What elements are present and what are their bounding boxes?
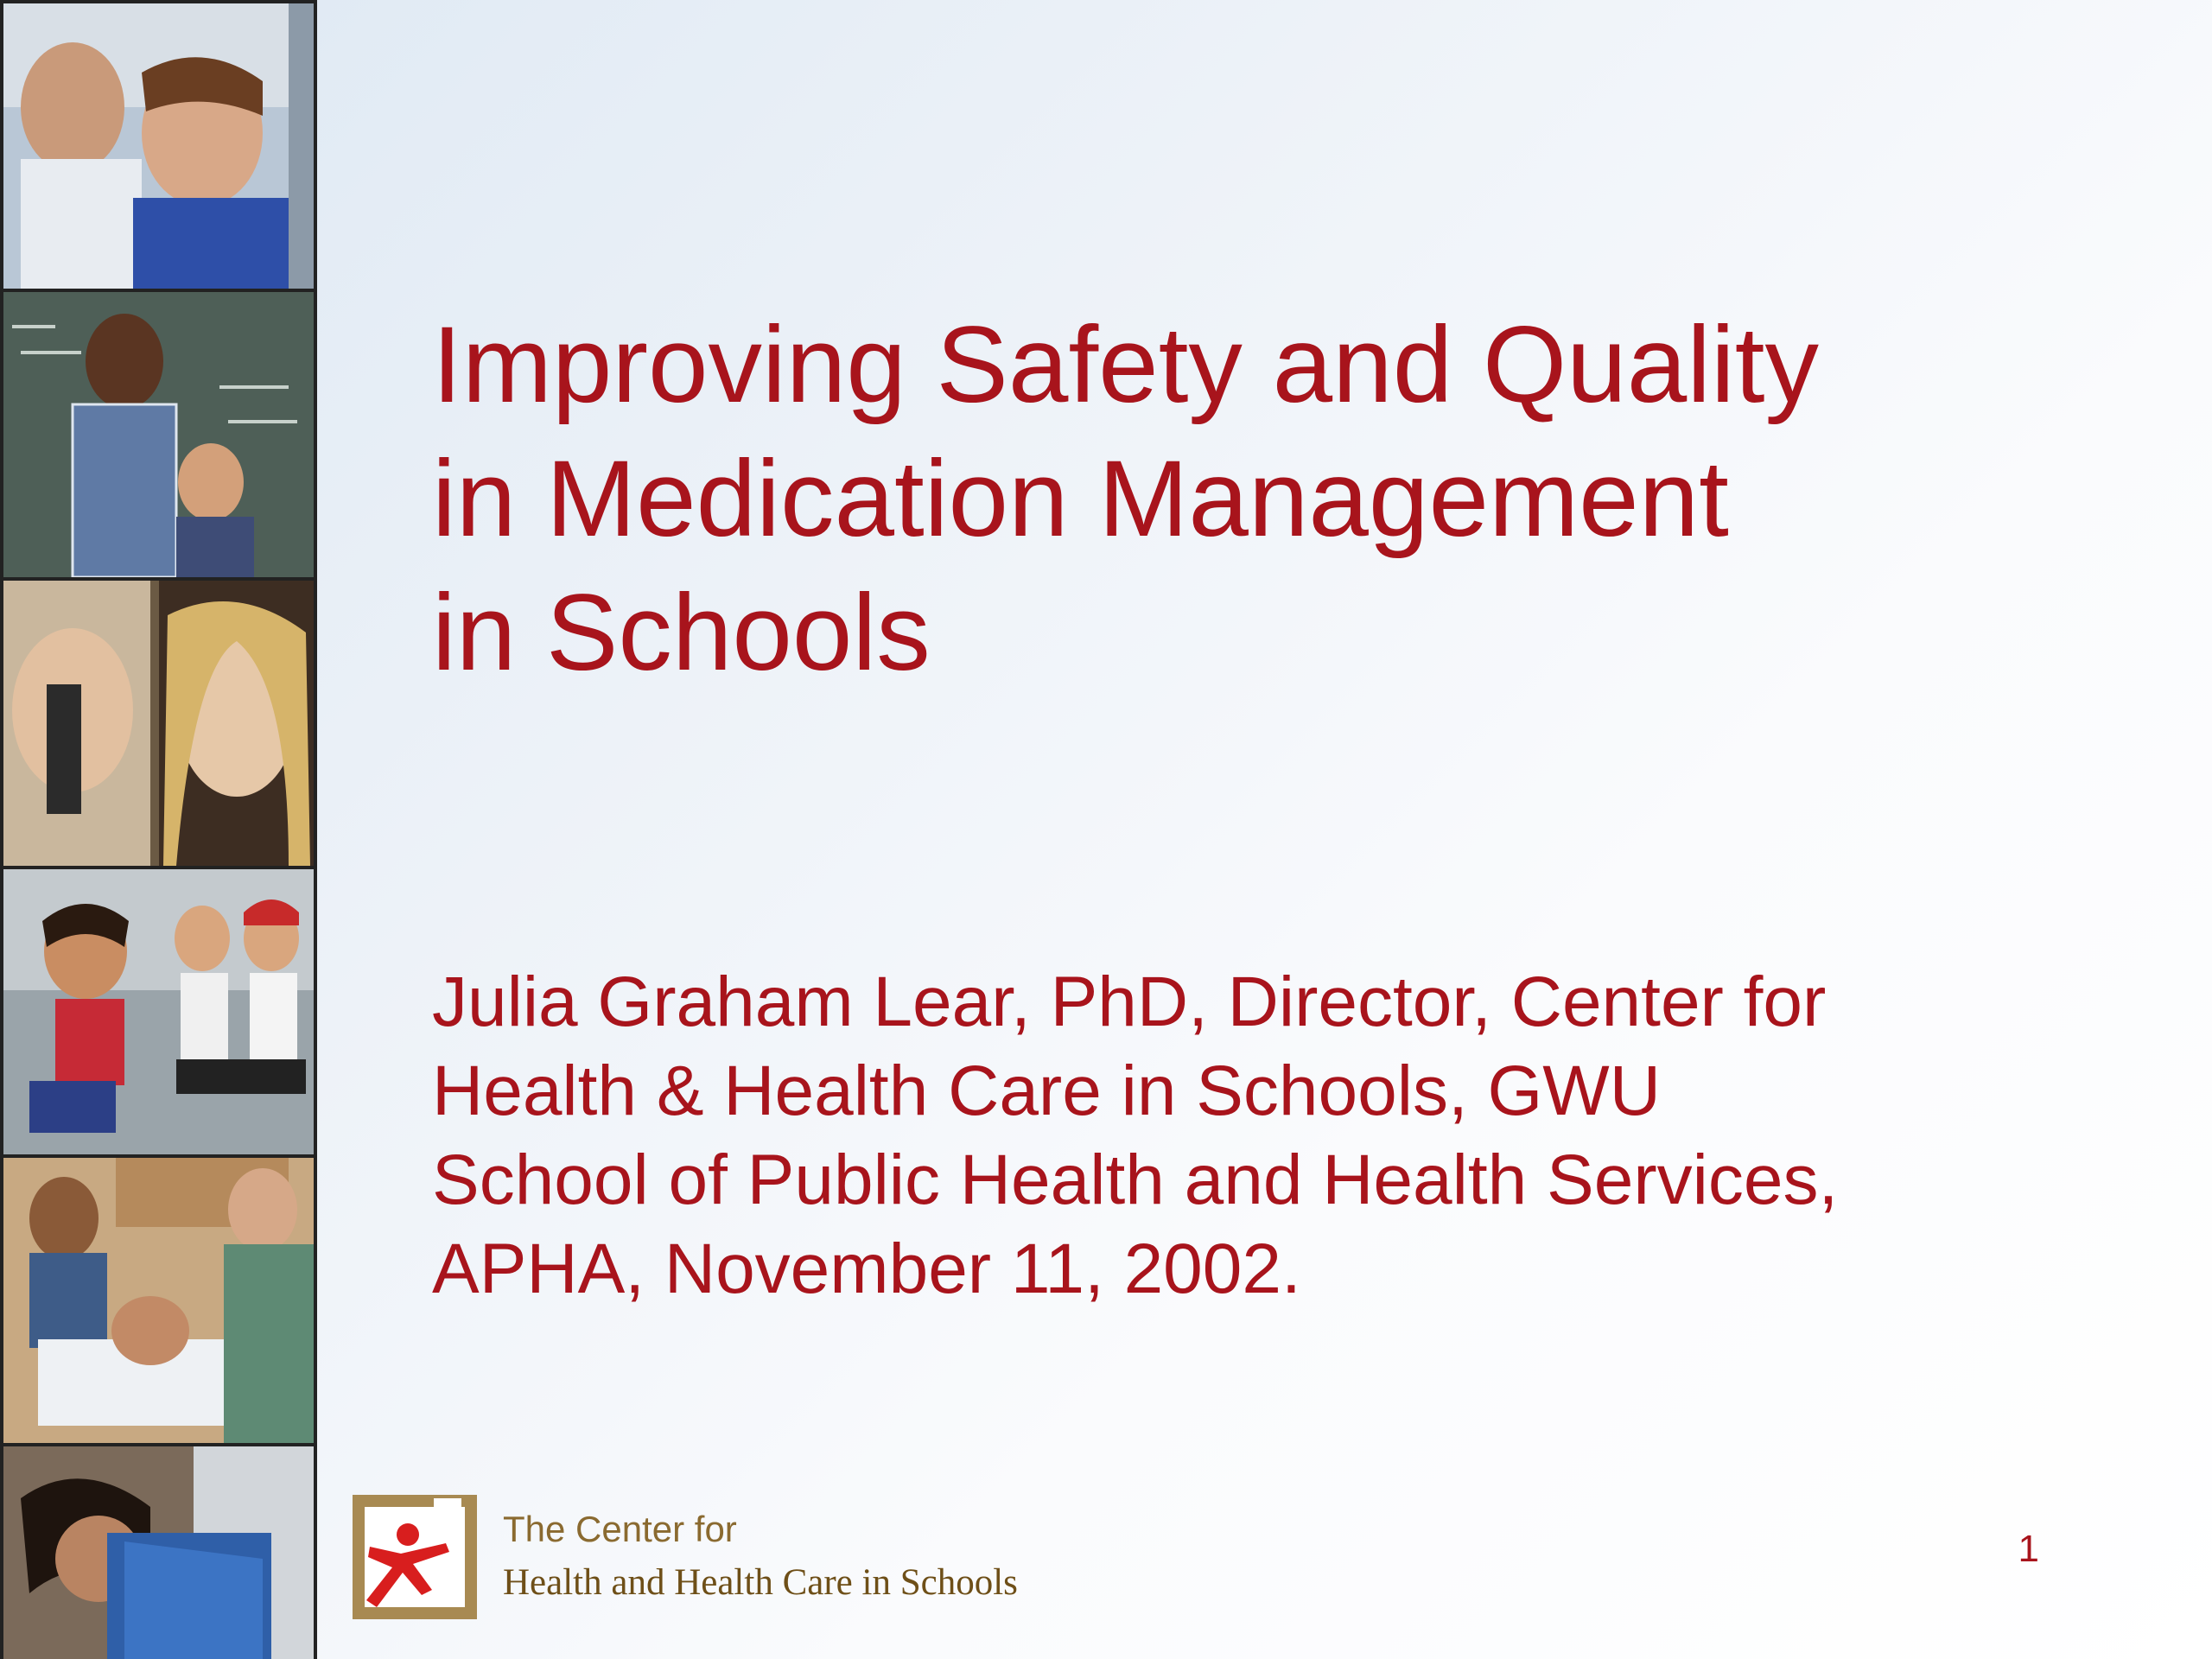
girl-leaning-photo	[3, 1446, 314, 1659]
nurse-with-children-photo	[3, 1158, 314, 1443]
center-logo-text	[503, 1507, 1281, 1605]
title-line: in Schools	[432, 573, 931, 693]
photo-strip	[0, 0, 317, 1659]
girls-with-microscope-photo	[3, 581, 314, 866]
boy-at-chalkboard-photo	[3, 292, 314, 577]
logo-line-2: Health and Health Care in Schools	[503, 1562, 1018, 1603]
subtitle-line: Health & Health Care in Schools, GWU	[432, 1052, 1661, 1130]
title-line: in Medication Management	[432, 439, 1729, 559]
subtitle-line: School of Public Health and Health Services,	[432, 1141, 1839, 1219]
slide-subtitle	[432, 957, 2117, 1313]
children-running-photo	[3, 869, 314, 1154]
doctor-examining-boy-ear-photo	[3, 3, 314, 289]
slide-number: 1	[2018, 1528, 2039, 1570]
running-figure-logo-icon	[351, 1493, 479, 1621]
slide-title	[432, 298, 2074, 700]
title-line: Improving Safety and Quality	[432, 305, 1819, 425]
logo-line-1: The Center for	[503, 1509, 737, 1549]
subtitle-line: APHA, November 11, 2002.	[432, 1230, 1301, 1308]
subtitle-line: Julia Graham Lear, PhD, Director, Center for	[432, 963, 1827, 1041]
